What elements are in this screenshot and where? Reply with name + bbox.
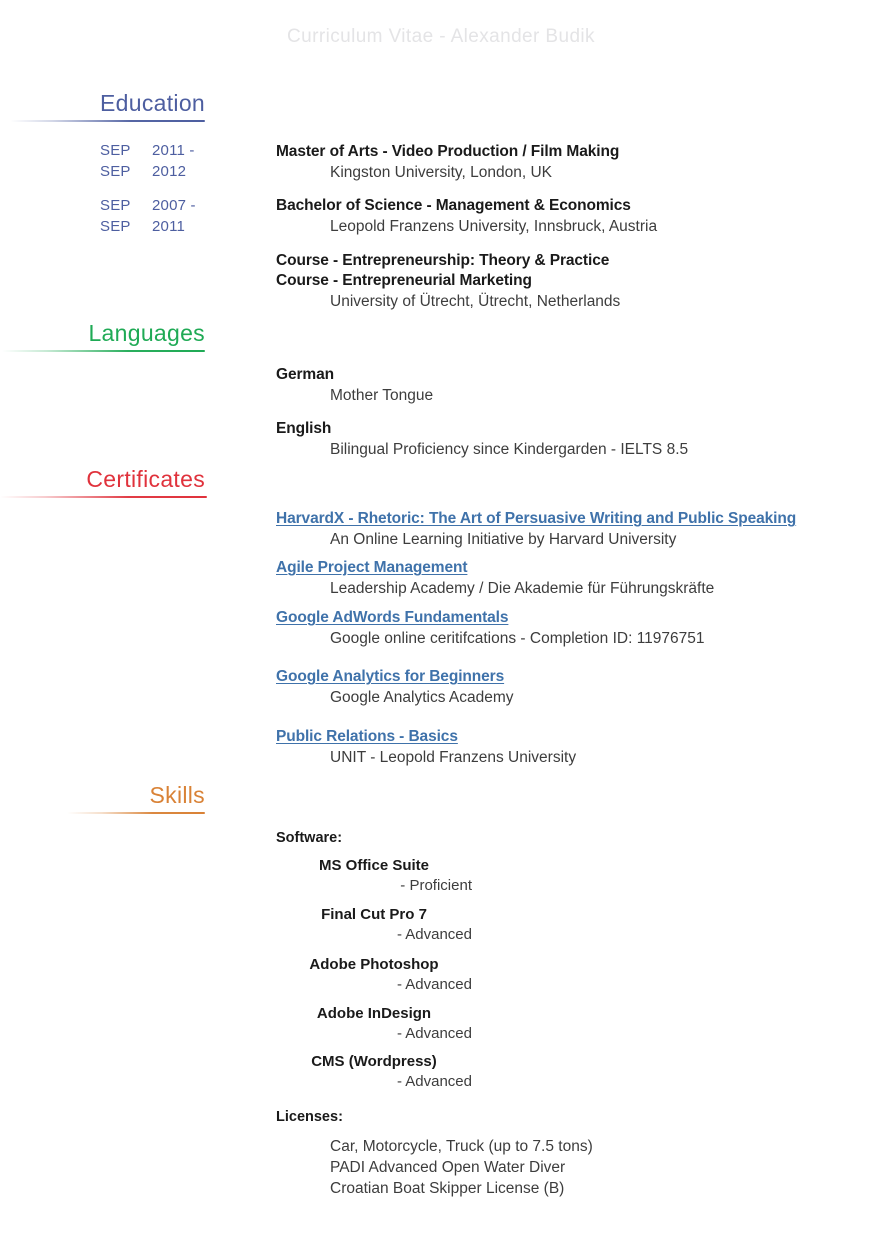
skill-name: Final Cut Pro 7 (321, 906, 427, 923)
date-row (100, 161, 210, 182)
skill-level: - Advanced (396, 926, 472, 943)
education-entry-subtitle: Leopold Franzens University, Innsbruck, Austria (330, 218, 658, 235)
date-month: SEP (100, 163, 131, 180)
skill-name: MS Office Suite (318, 857, 430, 874)
date-year: 2011 (152, 218, 186, 235)
certificate-entry (276, 727, 576, 768)
date-month: SEP (100, 197, 131, 214)
education-entry-title: Bachelor of Science - Management & Economics (276, 197, 631, 214)
skill-item (276, 856, 472, 896)
section-heading-education-label: Education (100, 90, 205, 116)
education-date-range-1 (100, 140, 210, 182)
page-title: Curriculum Vitae - Alexander Budik (287, 26, 595, 47)
certificate-issuer: UNIT - Leopold Franzens University (330, 749, 577, 766)
skill-name: CMS (Wordpress) (311, 1053, 437, 1070)
section-heading-skills (0, 784, 205, 814)
education-entry (276, 251, 620, 312)
certificate-entry (276, 667, 514, 708)
certificate-link[interactable]: Agile Project Management (276, 559, 468, 576)
language-level: Bilingual Proficiency since Kindergarden - IELTS 8.5 (330, 441, 689, 458)
date-row (100, 140, 210, 161)
skill-item (276, 1004, 472, 1044)
skill-level: - Proficient (400, 877, 472, 894)
license-item: Car, Motorcycle, Truck (up to 7.5 tons) (330, 1138, 593, 1155)
section-heading-certificates (0, 468, 205, 498)
skill-name: Adobe InDesign (316, 1005, 432, 1022)
skill-item (276, 905, 472, 945)
education-entry (276, 196, 657, 237)
education-entry-title-secondary: Course - Entrepreneurial Marketing (276, 272, 532, 289)
language-entry (276, 419, 688, 460)
date-month: SEP (100, 142, 131, 159)
section-heading-skills-label: Skills (149, 782, 205, 808)
certificate-entry (276, 558, 714, 599)
certificate-issuer: Google Analytics Academy (330, 689, 514, 706)
section-underline-education (10, 120, 205, 122)
skill-level: - Advanced (396, 976, 472, 993)
date-row (100, 195, 210, 216)
skill-level: - Advanced (396, 1025, 472, 1042)
education-entry-subtitle: University of Ütrecht, Ütrecht, Netherlands (330, 293, 621, 310)
skill-level: - Advanced (396, 1073, 472, 1090)
certificate-link[interactable]: Google Analytics for Beginners (276, 668, 505, 685)
education-entry-title: Master of Arts - Video Production / Film Making (276, 143, 620, 160)
section-underline-languages (2, 350, 205, 352)
education-entry-subtitle: Kingston University, London, UK (330, 164, 552, 181)
section-heading-languages (0, 322, 205, 352)
date-row (100, 216, 210, 237)
skill-name: Adobe Photoshop (309, 956, 439, 973)
skill-item (276, 955, 472, 995)
section-heading-languages-label: Languages (88, 320, 205, 346)
skills-software-label: Software: (276, 830, 343, 846)
skills-licenses-label: Licenses: (276, 1109, 343, 1125)
section-underline-skills (67, 812, 205, 814)
certificate-link[interactable]: HarvardX - Rhetoric: The Art of Persuasive Writing and Public Speaking (276, 510, 797, 527)
section-heading-certificates-label: Certificates (86, 466, 205, 492)
certificate-issuer: Leadership Academy / Die Akademie für Führungskräfte (330, 580, 715, 597)
license-item: PADI Advanced Open Water Diver (330, 1159, 566, 1176)
certificate-link[interactable]: Public Relations - Basics (276, 728, 458, 745)
certificate-entry (276, 509, 796, 550)
date-year: 2012 (152, 163, 187, 180)
certificate-issuer: An Online Learning Initiative by Harvard University (330, 531, 677, 548)
language-name: German (276, 366, 334, 383)
section-heading-education (0, 92, 205, 122)
skill-item (276, 1052, 472, 1092)
certificate-entry (276, 608, 705, 649)
date-month: SEP (100, 218, 131, 235)
language-level: Mother Tongue (330, 387, 434, 404)
certificate-link[interactable]: Google AdWords Fundamentals (276, 609, 509, 626)
language-name: English (276, 420, 332, 437)
certificate-issuer: Google online ceritifcations - Completion ID: 11976751 (330, 630, 705, 647)
license-item: Croatian Boat Skipper License (B) (330, 1180, 565, 1197)
education-date-range-2 (100, 195, 210, 237)
education-entry-title: Course - Entrepreneurship: Theory & Practice (276, 252, 610, 269)
section-underline-certificates (0, 496, 207, 498)
date-year: 2011 - (152, 142, 195, 159)
education-entry (276, 142, 619, 183)
language-entry (276, 365, 433, 406)
date-year: 2007 - (152, 197, 196, 214)
